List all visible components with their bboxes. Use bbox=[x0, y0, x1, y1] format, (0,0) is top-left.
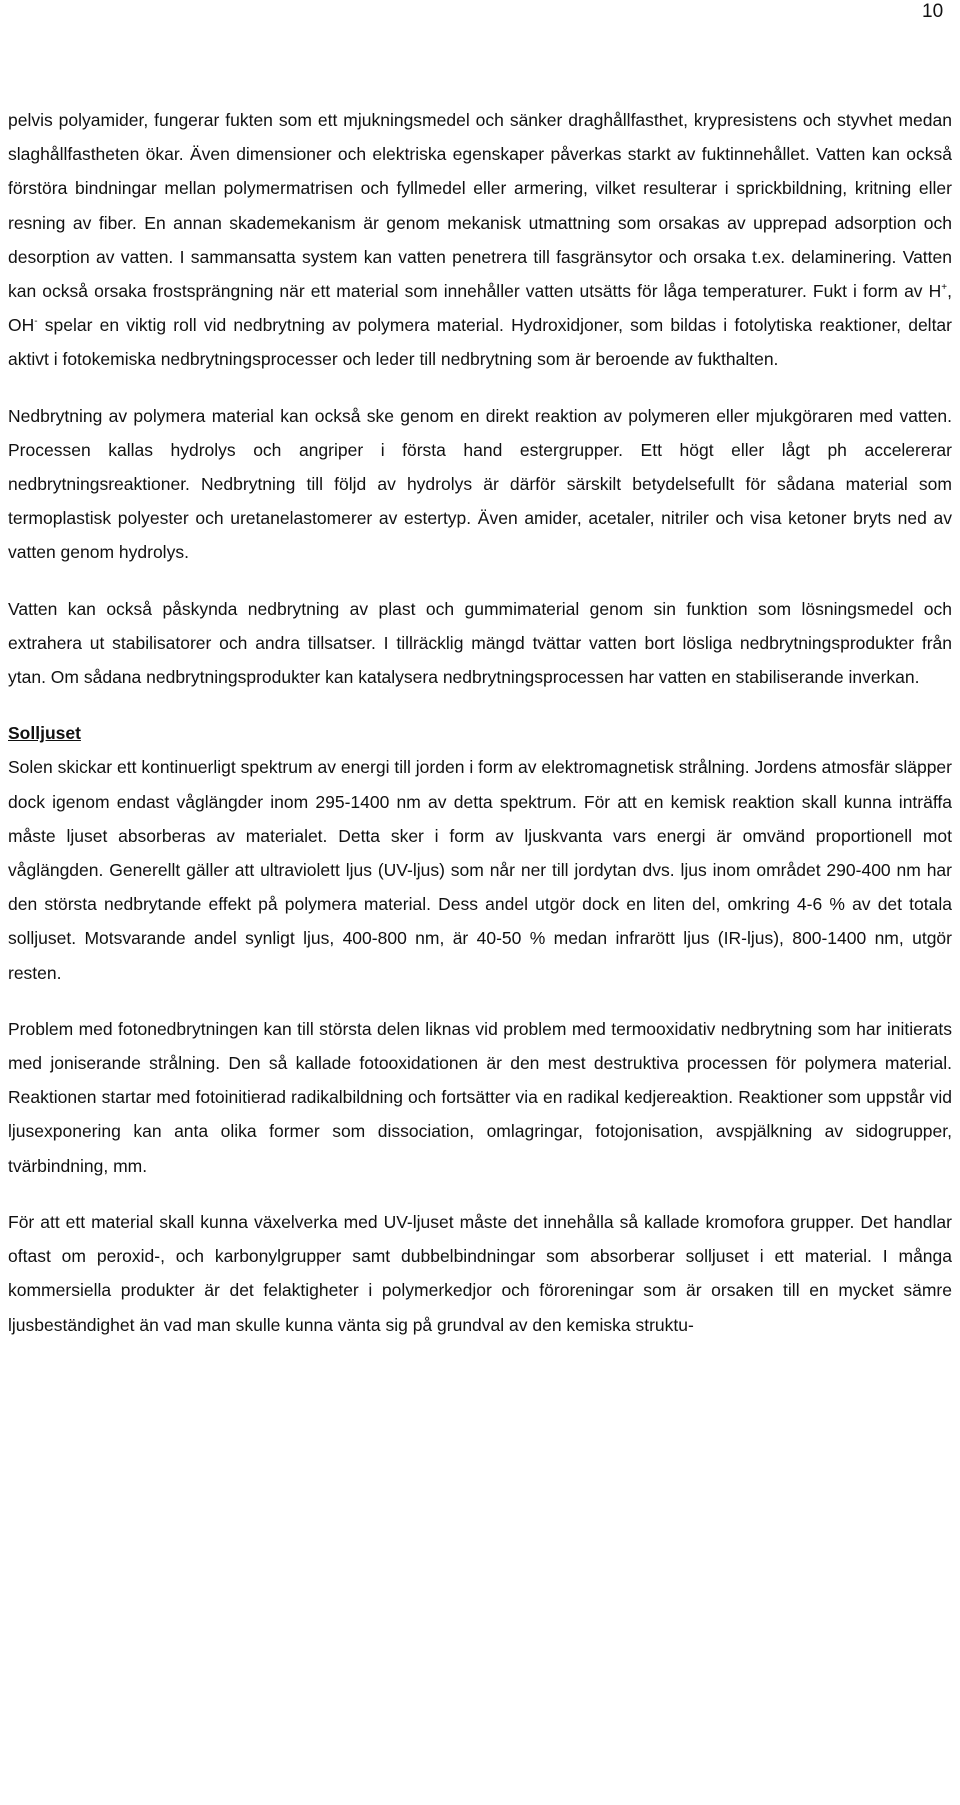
body-text bbox=[8, 103, 952, 1342]
paragraph-solvent-effect: Vatten kan också påskynda nedbrytning av plast och gummimaterial genom sin funktion som lösningsmedel och extrahera ut stabilisatorer och andra tillsatser. I tillräcklig mängd tvättar vatten bort lösliga nedbrytningsprodukter från ytan. Om sådana nedbrytningsprodukter kan katalysera nedbrytningsprocessen har vatten en stabiliserande inverkan. bbox=[8, 598, 952, 688]
paragraph-moisture-effects bbox=[8, 103, 952, 377]
paragraph-photodegradation: Problem med fotonedbrytningen kan till största delen liknas vid problem med termooxidativ nedbrytning som har initierats med joniserande strålning. Den så kallade fotooxidationen är den mest destruktiva processen för polymera material. Reaktionen startar med fotoinitierad radikalbildning och fortsätter via en radikal kedjereaktion. Reaktioner som uppstår vid ljusexponering kan anta olika former som dissociation, omlagringar, fotojonisation, avspjälkning av sidogrupper, tvärbindning, mm. bbox=[8, 1018, 952, 1176]
paragraph-text: , OH bbox=[8, 281, 952, 336]
paragraph-hydrolysis: Nedbrytning av polymera material kan också ske genom en direkt reaktion av polymeren eller mjukgöraren med vatten. Processen kallas hydrolys och angriper i första hand estergrupper. Ett högt eller lågt ph accelererar nedbrytningsreaktioner. Nedbrytning till följd av hydrolys är därför särskilt betydelsefullt för sådana material som termoplastisk polyester och uretanelastomerer av estertyp. Även amider, acetaler, nitriler och visa ketoner bryts ned av vatten genom hydrolys. bbox=[8, 405, 952, 563]
paragraph-text: pelvis polyamider, fungerar fukten som ett mjukningsmedel och sänker draghållfasthet, krypresistens och styvhet medan slaghållfastheten ökar. Även dimensioner och elektriska egenskaper påverkas starkt av fuktinnehållet. Vatten kan också förstöra bindningar mellan polymermatrisen och fyllmedel eller armering, vilket resulterar i sprickbildning, kritning eller resning av fiber. En annan skademekanism är genom mekanisk utmattning som orsakas av upprepad adsorption och desorption av vatten. I sammansatta system kan vatten penetrera till fasgränsytor och orsaka t.ex. delaminering. Vatten kan också orsaka frostsprängning när ett material som innehåller vatten utsätts för låga temperaturer. Fukt i form av H bbox=[8, 110, 952, 302]
superscript-minus: - bbox=[34, 316, 38, 328]
paragraph-text: spelar en viktig roll vid nedbrytning av polymera material. Hydroxidjoner, som bildas i fotolytiska reaktioner, deltar aktivt i fotokemiska nedbrytningsprocesser och leder till nedbrytning som är beroende av fukthalten. bbox=[8, 315, 952, 370]
page-number: 10 bbox=[922, 1, 944, 22]
paragraph-sunlight-spectrum: Solen skickar ett kontinuerligt spektrum av energi till jorden i form av elektromagnetisk strålning. Jordens atmosfär släpper dock igenom endast våglängder inom 295-1400 nm av detta spektrum. För att en kemisk reaktion skall kunna inträffa måste ljuset absorberas av materialet. Detta sker i form av ljuskvanta vars energi är omvänd proportionell mot våglängden. Generellt gäller att ultraviolett ljus (UV-ljus) som når ner till jordytan dvs. ljus inom området 290-400 nm har den största nedbrytande effekt på polymera material. Dess andel utgör dock en liten del, omkring 4-6 % av det totala solljuset. Motsvarande andel synligt ljus, 400-800 nm, är 40-50 % medan infrarött ljus (IR-ljus), 800-1400 nm, utgör resten. bbox=[8, 757, 952, 983]
section-heading-solljuset: Solljuset bbox=[8, 723, 81, 744]
paragraph-chromophores: För att ett material skall kunna växelverka med UV-ljuset måste det innehålla så kallade kromofora grupper. Det handlar oftast om peroxid-, och karbonylgrupper samt dubbelbindningar som absorberar solljuset i ett material. I många kommersiella produkter är det felaktigheter i polymerkedjor och föroreningar som är orsaken till en mycket sämre ljusbeständighet än vad man skulle kunna vänta sig på grundval av den kemiska struktu- bbox=[8, 1211, 952, 1335]
superscript-plus: + bbox=[941, 282, 948, 294]
